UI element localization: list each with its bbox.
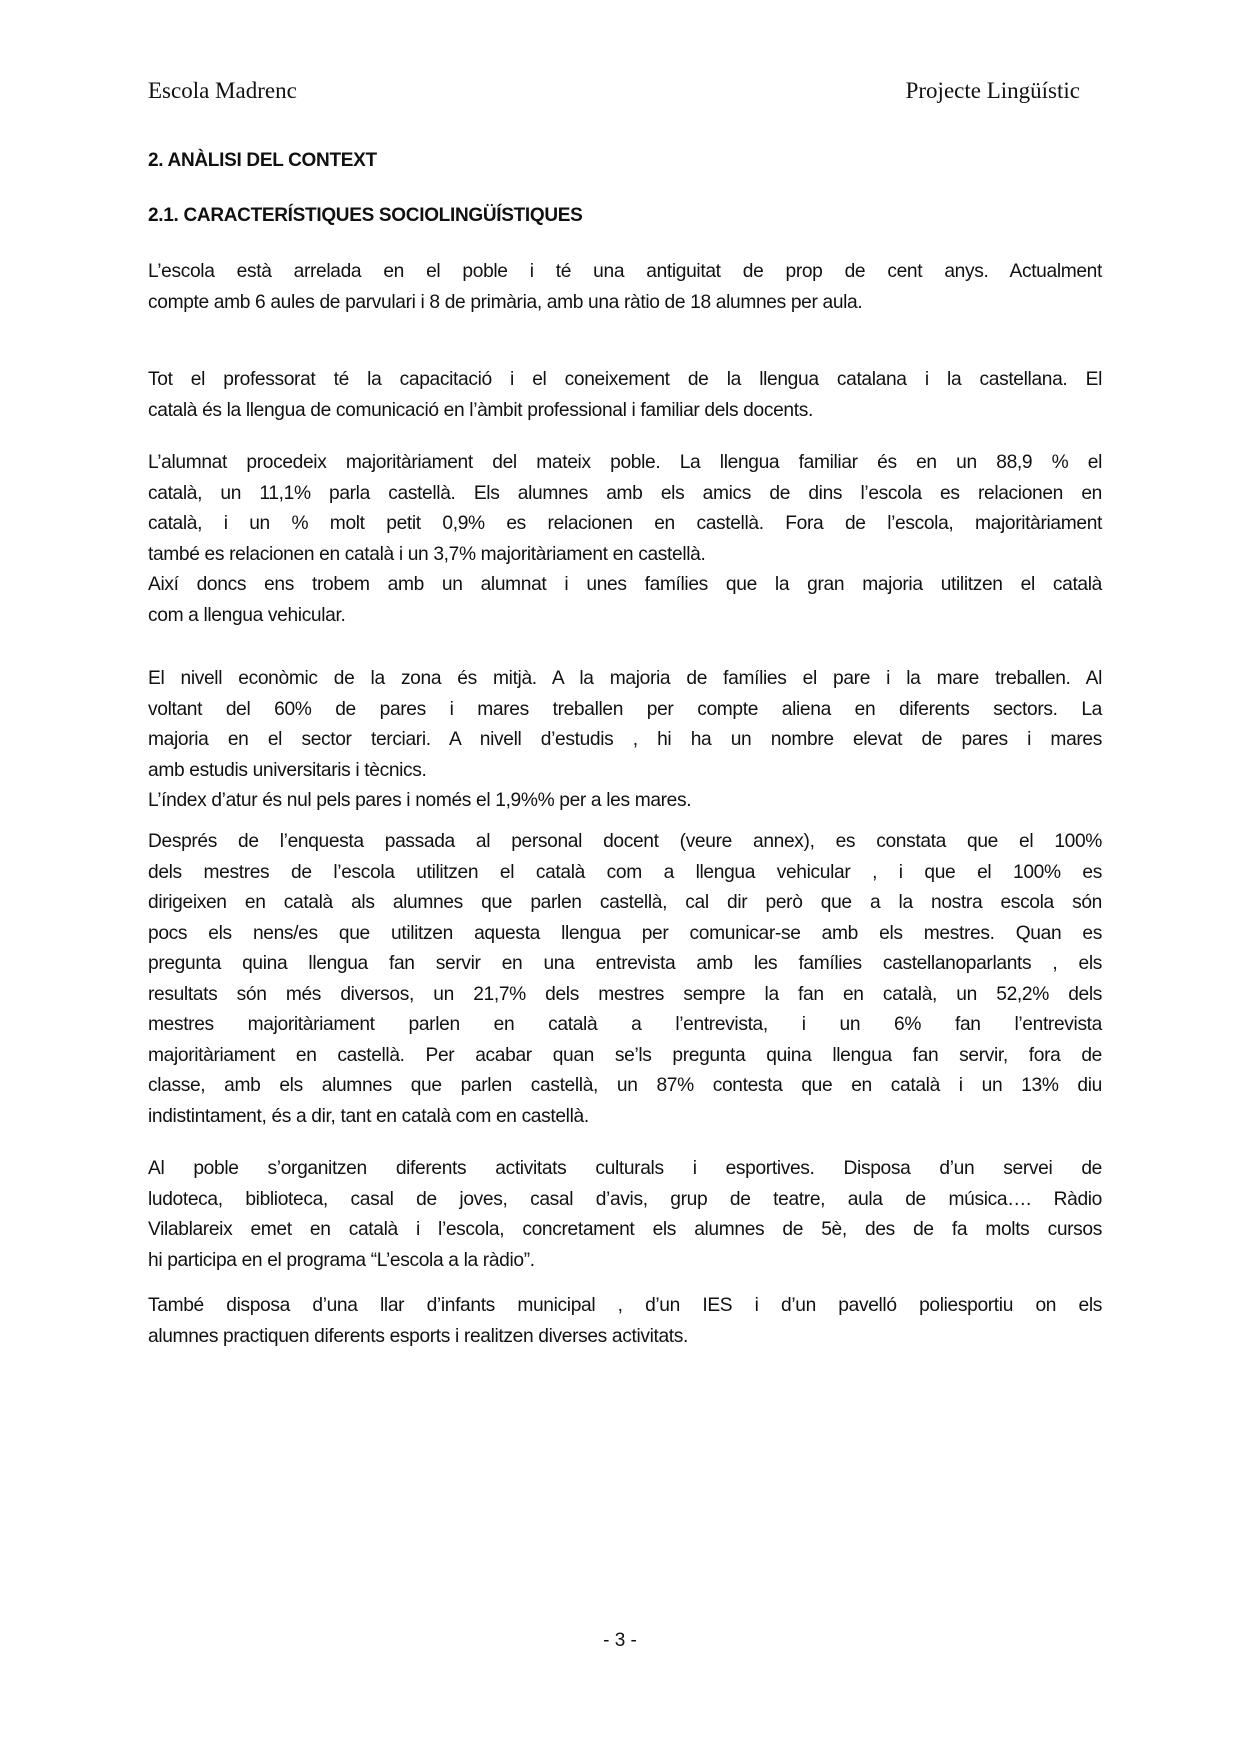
text-line: Després de l’enquesta passada al personal docent (veure annex), es constata que el 100% <box>148 831 1102 852</box>
paragraph-survey <box>148 827 1102 1132</box>
paragraph-economy <box>148 664 1102 817</box>
text-line: pregunta quina llengua fan servir en una entrevista amb les famílies castellanoparlants , els <box>148 953 1102 974</box>
text-line: voltant del 60% de pares i mares treballen per compte aliena en diferents sectors. La <box>148 698 1102 720</box>
header-school-name: Escola Madrenc <box>148 78 297 103</box>
header-document-title: Projecte Lingüístic <box>905 78 1080 103</box>
section-title: 2. ANÀLISI DEL CONTEXT <box>148 150 377 171</box>
paragraph-town-activities <box>148 1154 1102 1276</box>
text-line: L’alumnat procedeix majoritàriament del mateix poble. La llengua familiar és en un 88,9 % el <box>148 452 1102 473</box>
text-line: majoria en el sector terciari. A nivell d’estudis , hi ha un nombre elevat de pares i mares <box>148 729 1102 750</box>
text-line: hi participa en el programa “L’escola a la ràdio”. <box>148 1249 535 1271</box>
text-line: classe, amb els alumnes que parlen castellà, un 87% contesta que en català i un 13% diu <box>148 1075 1102 1096</box>
text-line: L’índex d’atur és nul pels pares i només el 1,9%% per a les mares. <box>148 790 692 811</box>
paragraph-students <box>148 448 1102 631</box>
text-line: Vilablareix emet en català i l’escola, concretament els alumnes de 5è, des de fa molts cursos <box>148 1219 1102 1240</box>
text-line: català és la llengua de comunicació en l’àmbit professional i familiar dels docents. <box>148 399 813 421</box>
text-line: compte amb 6 aules de parvulari i 8 de primària, amb una ràtio de 18 alumnes per aula. <box>148 291 863 313</box>
text-line: L’escola està arrelada en el poble i té una antiguitat de prop de cent anys. Actualment <box>148 261 1102 282</box>
text-line: majoritàriament en castellà. Per acabar quan se’ls pregunta quina llengua fan servir, fora de <box>148 1044 1102 1066</box>
text-line: també es relacionen en català i un 3,7% majoritàriament en castellà. <box>148 543 706 565</box>
text-line: pocs els nens/es que utilitzen aquesta llengua per comunicar-se amb els mestres. Quan es <box>148 922 1102 944</box>
page-number: - 3 - <box>603 1630 637 1651</box>
text-line: resultats són més diversos, un 21,7% dels mestres sempre la fan en català, un 52,2% dels <box>148 983 1102 1005</box>
text-line: indistintament, és a dir, tant en català com en castellà. <box>148 1105 589 1127</box>
text-line: També disposa d’una llar d’infants municipal , d’un IES i d’un pavelló poliesportiu on els <box>148 1295 1102 1316</box>
text-line: català, i un % molt petit 0,9% es relacionen en castellà. Fora de l’escola, majoritàriament <box>148 513 1102 534</box>
text-line: dels mestres de l’escola utilitzen el català com a llengua vehicular , i que el 100% es <box>148 861 1102 883</box>
text-line: Tot el professorat té la capacitació i el coneixement de la llengua catalana i la castellana. El <box>148 369 1102 390</box>
text-line: ludoteca, biblioteca, casal de joves, casal d’avis, grup de teatre, aula de música…. Ràdio <box>148 1188 1102 1210</box>
text-line: mestres majoritàriament parlen en català a l’entrevista, i un 6% fan l’entrevista <box>148 1014 1102 1035</box>
paragraph-teachers <box>148 365 1102 426</box>
text-line: Així doncs ens trobem amb un alumnat i unes famílies que la gran majoria utilitzen el català <box>148 574 1102 595</box>
text-line: alumnes practiquen diferents esports i realitzen diverses activitats. <box>148 1325 689 1347</box>
paragraph-school-intro <box>148 257 1102 318</box>
text-line: dirigeixen en català als alumnes que parlen castellà, cal dir però que a la nostra escola són <box>148 892 1102 913</box>
subsection-title: 2.1. CARACTERÍSTIQUES SOCIOLINGÜÍSTIQUES <box>148 205 583 226</box>
paragraph-facilities <box>148 1291 1102 1352</box>
text-line: Al poble s’organitzen diferents activitats culturals i esportives. Disposa d’un servei de <box>148 1158 1102 1179</box>
text-line: amb estudis universitaris i tècnics. <box>148 759 427 781</box>
text-line: català, un 11,1% parla castellà. Els alumnes amb els amics de dins l’escola es relacionen en <box>148 482 1102 504</box>
text-line: El nivell econòmic de la zona és mitjà. A la majoria de famílies el pare i la mare treballen. Al <box>148 668 1102 689</box>
text-line: com a llengua vehicular. <box>148 604 346 626</box>
